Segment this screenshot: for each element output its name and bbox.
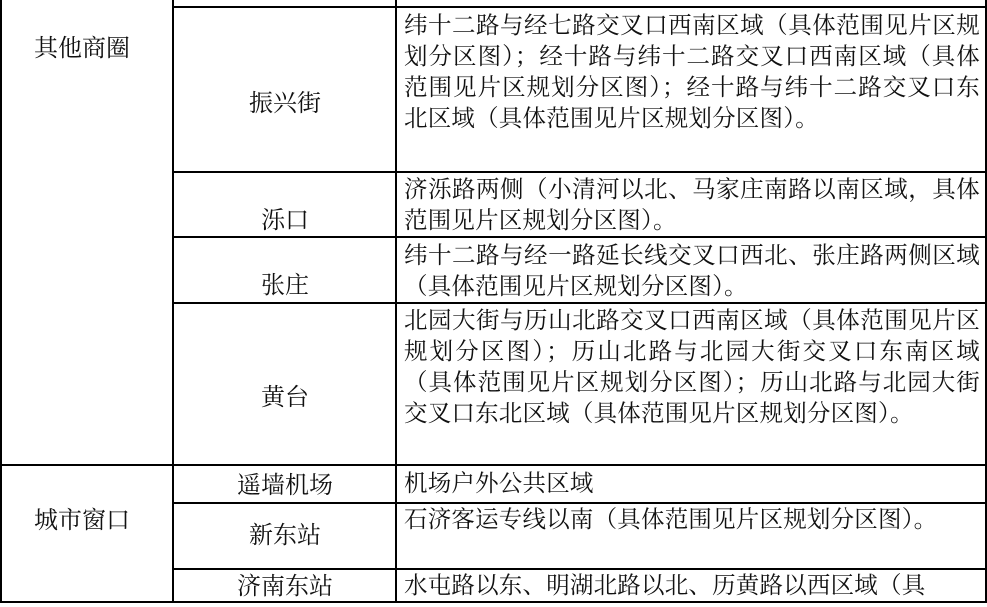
table-rule — [395, 0, 397, 603]
table-rule — [0, 601, 987, 603]
area-name-cell: 黄台 — [261, 383, 309, 411]
table-rule — [172, 171, 987, 173]
area-description-cell: 纬十二路与经七路交叉口西南区域（具体范围见片区规划分区图）；经十路与纬十二路交叉口西南区域（具体范围见片区规划分区图）；经十路与纬十二路交叉口东北区域（具体范围见片区规划分区图）。 — [404, 11, 980, 132]
area-name-cell: 泺口 — [261, 206, 309, 234]
category-cell: 其他商圈 — [34, 34, 130, 62]
category-cell: 城市窗口 — [34, 506, 130, 534]
table-rule — [172, 302, 987, 304]
area-name-cell: 振兴街 — [249, 89, 321, 117]
area-description-cell: 纬十二路与经一路延长线交叉口西北、张庄路两侧区域（具体范围见片区规划分区图）。 — [404, 241, 980, 300]
table-rule — [0, 464, 987, 466]
area-description-cell: 北园大街与历山北路交叉口西南区域（具体范围见片区规划分区图）；历山北路与北园大街交叉口东南区域（具体范围见片区规划分区图）；历山北路与北园大街交叉口东北区域（具体范围见片区规划分区图）。 — [404, 306, 980, 427]
area-name-cell: 张庄 — [261, 271, 309, 299]
area-name-cell: 遥墙机场 — [237, 471, 333, 499]
table-rule — [172, 0, 174, 603]
area-description-cell: 机场户外公共区域 — [404, 469, 594, 497]
table-rule — [172, 6, 987, 8]
area-description-cell: 水屯路以东、明湖北路以北、历黄路以西区域（具 — [404, 571, 926, 599]
table-rule — [172, 236, 987, 238]
area-name-cell: 济南东站 — [237, 572, 333, 600]
area-description-cell: 济泺路两侧（小清河以北、马家庄南路以南区域，具体范围见片区规划分区图）。 — [404, 175, 980, 234]
area-description-cell: 石济客运专线以南（具体范围见片区规划分区图）。 — [404, 505, 938, 533]
area-name-cell: 新东站 — [249, 521, 321, 549]
